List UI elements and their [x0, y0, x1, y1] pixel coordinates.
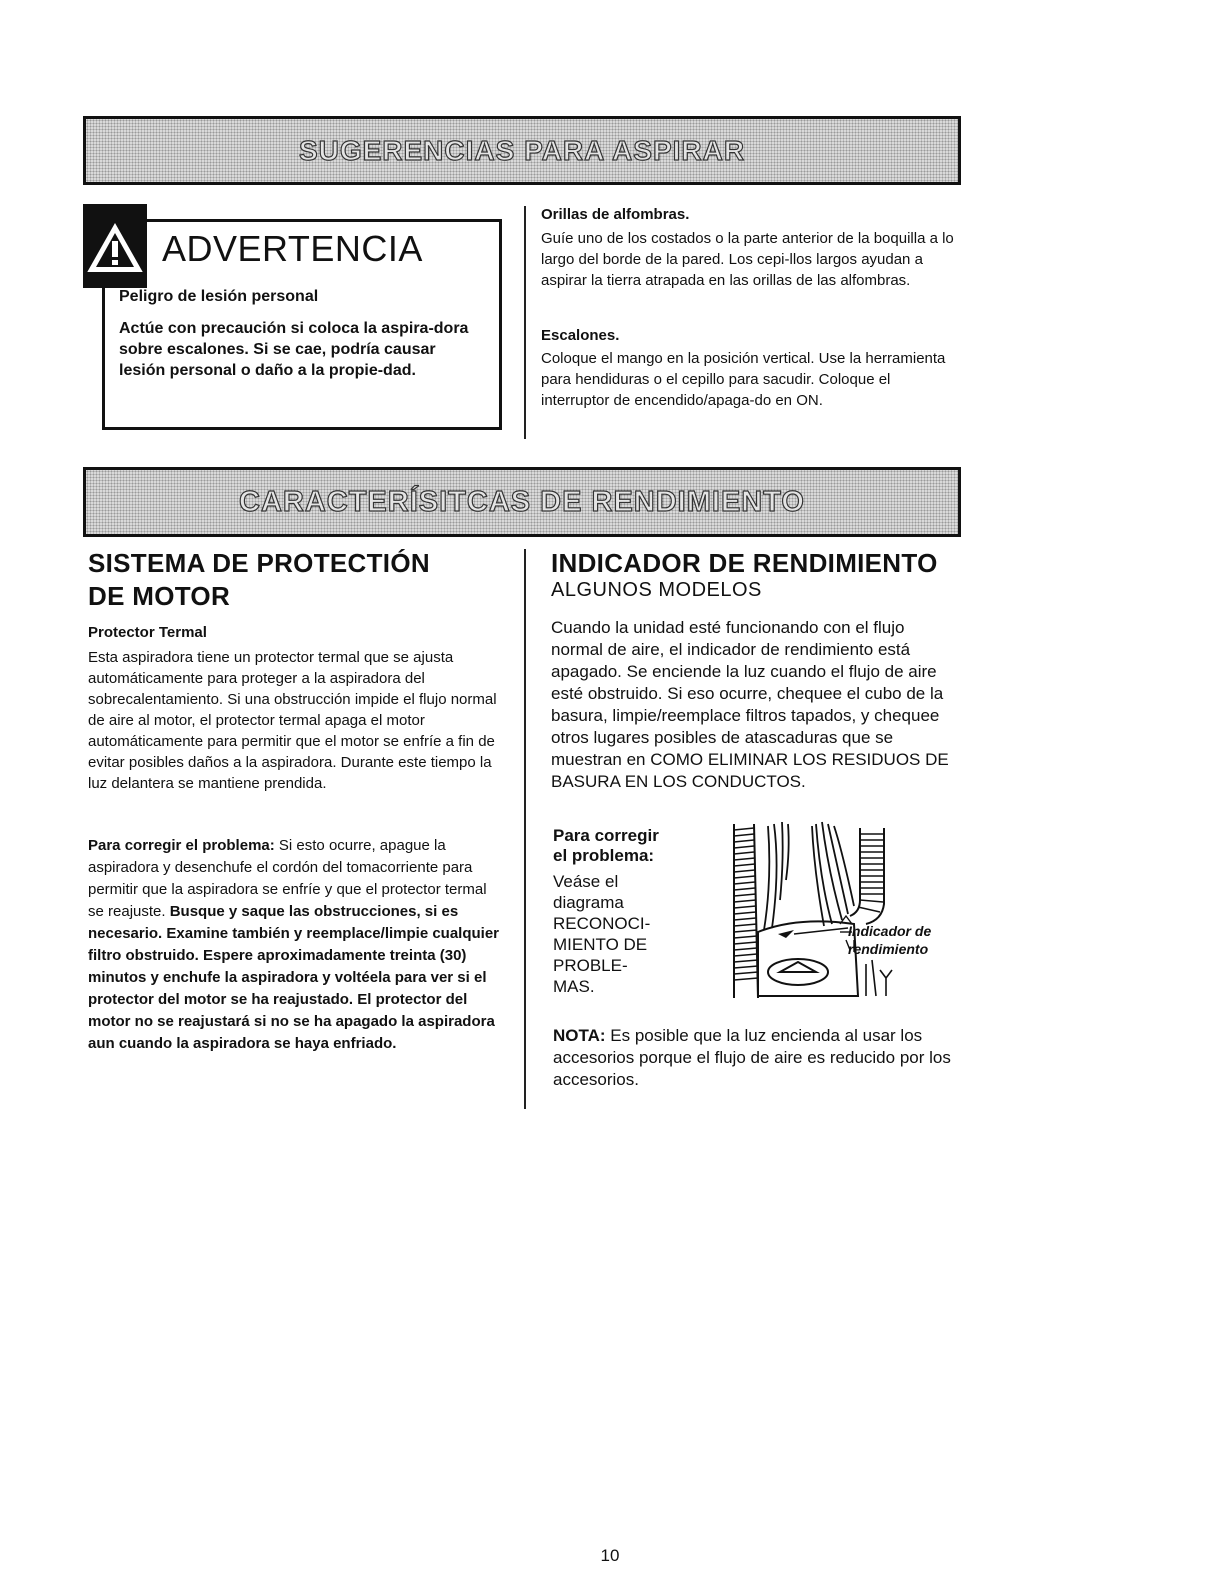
- corregir-bold-text: Busque y saque las obstrucciones, si es necesario. Examine también y reemplace/limpie cualquier filtro obstruido. Espere aproximadamente treinta (30) minutos y enchufe la aspiradora y voltéela para ver si el protector del motor se ha reajustado. El protector del motor no se reajustará si no se ha apagado la aspiradora aun cuando la aspiradora se haya enfriado.: [88, 903, 500, 1052]
- sistema-title: [88, 547, 430, 613]
- warning-title: ADVERTENCIA: [162, 228, 423, 269]
- para-corregir-line: MAS.: [553, 977, 595, 996]
- warning-text: Actúe con precaución si coloca la aspira-dora sobre escalones. Si se cae, podría causar lesión personal o daño a la propie-dad.: [119, 320, 469, 379]
- para-corregir-text: [553, 871, 673, 997]
- escalones-text: Coloque el mango en la posición vertical. Use la herramienta para hendiduras o el cepillo para sacudir. Coloque el interruptor de encendido/apaga-do en ON.: [541, 350, 946, 409]
- nota-text: Es posible que la luz encienda al usar los accesorios porque el flujo de aire es reducido por los accesorios.: [553, 1026, 951, 1089]
- indicador-text: Cuando la unidad esté funcionando con el flujo normal de aire, el indicador de rendimiento está apagado. Se enciende la luz cuando el flujo de aire esté obstruido. Si eso ocurre, chequee el cubo de la basura, limpie/reemplace filtros tapados, y chequee otros lugares posibles de atascaduras que se muestran en COMO ELIMINAR LOS RESIDUOS DE BASURA EN LOS CONDUCTOS.: [551, 618, 949, 791]
- orillas-text: Guíe uno de los costados o la parte anterior de la boquilla a lo largo del borde de la pared. Los cepi-llos largos ayudan a aspirar la tierra atrapada en las orillas de las alfombras.: [541, 230, 954, 289]
- nota-paragraph: [553, 1025, 958, 1091]
- para-corregir-line: diagrama: [553, 893, 624, 912]
- indicator-label-line2: rendimiento: [848, 941, 929, 957]
- nota-label: NOTA:: [553, 1026, 606, 1045]
- para-corregir-label: [553, 826, 683, 866]
- warning-icon: [87, 222, 143, 274]
- sistema-title-line2: DE MOTOR: [88, 581, 231, 611]
- warning-subtitle: Peligro de lesión personal: [119, 288, 319, 305]
- para-corregir-line: Veáse el: [553, 872, 619, 891]
- banner-title: CARACTERÍSITCAS DE RENDIMIENTO: [239, 485, 805, 518]
- protector-heading: Protector Termal: [88, 624, 207, 641]
- para-corregir-line: RECONOCI-: [553, 914, 651, 933]
- sistema-title-line1: SISTEMA DE PROTECTIÓN: [88, 548, 430, 578]
- corregir-text: Si esto ocurre, apague la aspiradora y desenchufe el cordón del tomacorriente para permitir que la aspiradora se enfríe y que el protector termal se reajuste.: [88, 837, 487, 920]
- para-corregir-line: PROBLE-: [553, 956, 628, 975]
- page-number: 10: [600, 1546, 620, 1565]
- protector-text: Esta aspiradora tiene un protector termal que se ajusta automáticamente para proteger a la aspiradora del sobrecalentamiento. Si una obstrucción impide el flujo normal de aire al motor, el protector termal apaga el motor automáticamente para permitir que el motor se enfríe a fin de evitar posibles daños a la aspiradora. Durante este tiempo la luz delantera se mantiene prendida.: [88, 649, 497, 792]
- para-corregir-label-line2: el problema:: [553, 846, 655, 865]
- corregir-paragraph: [88, 835, 506, 1055]
- vacuum-indicator-illustration: [728, 820, 898, 1002]
- para-corregir-line: MIENTO DE: [553, 935, 648, 954]
- indicator-label: [848, 922, 931, 958]
- para-corregir-label-line1: Para corregir: [553, 826, 659, 845]
- banner-title: SUGERENCIAS PARA ASPIRAR: [298, 134, 746, 166]
- escalones-heading: Escalones.: [541, 327, 620, 344]
- column-divider: [524, 206, 526, 439]
- orillas-heading: Orillas de alfombras.: [541, 206, 690, 223]
- column-divider: [524, 549, 526, 1109]
- section-banner-sugerencias: [83, 116, 961, 185]
- corregir-label: Para corregir el problema:: [88, 837, 275, 854]
- indicator-label-line1: Indicador de: [848, 923, 932, 939]
- section-banner-caracteristicas: [83, 467, 961, 537]
- indicador-title: INDICADOR DE RENDIMIENTO: [551, 548, 938, 578]
- indicador-subtitle: ALGUNOS MODELOS: [551, 579, 762, 601]
